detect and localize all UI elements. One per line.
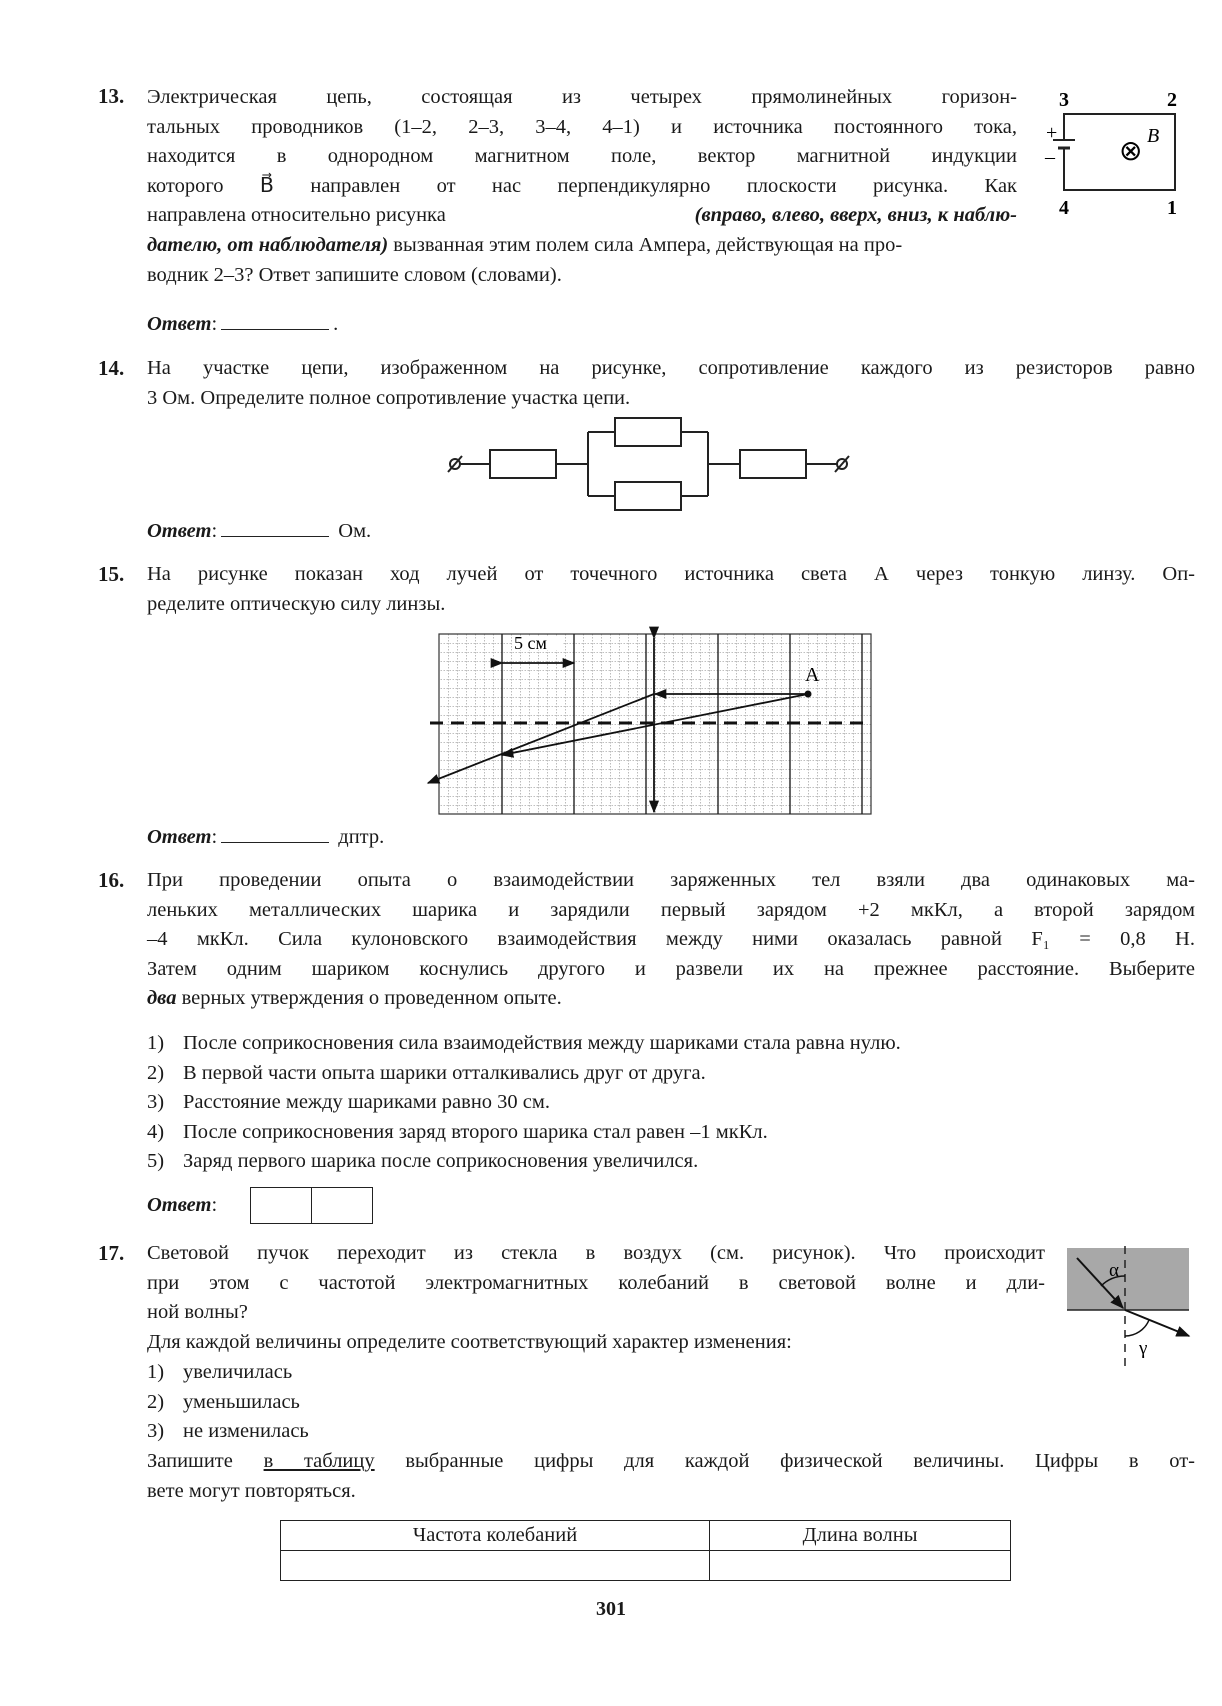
q14-resistor-circuit — [440, 412, 860, 512]
table-header-row — [281, 1521, 1011, 1551]
q13-line-5-text: направлена относительно рисунка — [147, 204, 446, 227]
q13-answer-suffix: . — [333, 313, 339, 335]
q13-line-5 — [147, 201, 1017, 231]
q16-line-4: Затем одним шариком коснулись другого и развели их на прежнее расстояние. Выберите — [147, 957, 1195, 980]
q17-refraction-figure — [1065, 1244, 1195, 1374]
q17-line-3: ной волны? — [147, 1301, 248, 1324]
battery-minus-label: – — [1045, 146, 1055, 168]
q16-line-5-bold: два — [147, 987, 177, 1010]
q13-line-2: тальных проводников (1–2, 2–3, 3–4, 4–1) и источника постоянного тока, — [147, 115, 1017, 138]
q16-line-3: –4 мкКл. Сила кулоновского взаимодействия между ними оказалась равной F₁ = 0,8 Н. — [147, 928, 1195, 951]
q17-line-4: Для каждой величины определите соответствующий характер изменения: — [147, 1330, 792, 1353]
q16-option-2: 2) В первой части опыта шарики отталкивались друг от друга. — [147, 1061, 706, 1084]
q16-line-1: При проведении опыта о взаимодействии заряженных тел взяли два одинаковых ма- — [147, 869, 1195, 891]
q16-option-1: 1) После соприкосновения сила взаимодействия между шариками стала равна нулю. — [147, 1032, 901, 1054]
q15-line-2: ределите оптическую силу линзы. — [147, 592, 446, 615]
q17-options-list — [147, 1358, 309, 1447]
q16-answer-cell-2[interactable] — [311, 1187, 373, 1224]
q17-option-2: 2) уменьшилась — [147, 1390, 300, 1413]
q16-line-5-rest: верных утверждения о проведенном опыте. — [176, 987, 562, 1010]
q17-option-3: 3) не изменилась — [147, 1420, 309, 1443]
q13-corner-3-label: 3 — [1059, 89, 1069, 111]
q14-line-1: На участке цепи, изображенном на рисунке, сопротивление каждого из резисторов равно — [147, 357, 1195, 379]
q15-line-1: На рисунке показан ход лучей от точечного источника света А через тонкую линзу. Оп- — [147, 563, 1195, 585]
q16-line-2: леньких металлических шарика и зарядили первый зарядом +2 мкКл, а второй зарядом — [147, 898, 1195, 921]
resistor-2 — [615, 418, 681, 446]
question-15-number: 15. — [98, 562, 125, 586]
q14-answer-label: Ответ — [147, 520, 212, 542]
scale-label: 5 см — [514, 633, 547, 653]
refracted-ray — [1125, 1310, 1189, 1336]
q17-instructions — [147, 1447, 1195, 1506]
q13-corner-2-label: 2 — [1167, 89, 1177, 111]
q15-answer-label: Ответ — [147, 826, 212, 848]
q16-option-4: 4) После соприкосновения заряд второго шарика стал равен –1 мкКл. — [147, 1120, 768, 1143]
q15-answer-blank[interactable] — [221, 841, 329, 843]
q13-line-3: находится в однородном магнитном поле, вектор магнитной индукции — [147, 145, 1017, 168]
q17-line-2: при этом с частотой электромагнитных колебаний в световой волне и дли- — [147, 1271, 1045, 1294]
question-14-text — [147, 354, 1195, 413]
q13-line-7: водник 2–3? Ответ запишите словом (словами). — [147, 263, 562, 286]
q13-answer-label: Ответ — [147, 313, 212, 335]
q16-answer-label: Ответ — [147, 1194, 212, 1216]
q13-options-part-1: (вправо, влево, вверх, вниз, к наблю- — [694, 204, 1017, 227]
page-number: 301 — [596, 1598, 626, 1620]
q17-answer-table — [280, 1520, 1011, 1581]
question-16-text — [147, 866, 1195, 1014]
q14-answer-unit: Ом. — [338, 520, 372, 542]
header-wavelength: Длина волны — [710, 1521, 1011, 1551]
q13-line-4: которого B⃗ направлен от нас перпендикулярно плоскости рисунка. Как — [147, 174, 1017, 197]
q17-instr-line-1: Запишите в таблицу выбранные цифры для каждой физической величины. Цифры в от- — [147, 1450, 1195, 1472]
resistor-1 — [490, 450, 556, 478]
question-14-number: 14. — [98, 356, 125, 380]
point-a-label: A — [805, 664, 820, 686]
q13-line-1: Электрическая цепь, состоящая из четырех прямолинейных горизон- — [147, 86, 1017, 108]
q16-answer: Ответ: — [147, 1194, 218, 1216]
q13-line-6-rest: вызванная этим полем сила Ампера, действующая на про- — [388, 234, 903, 256]
answer-frequency-cell[interactable] — [281, 1551, 710, 1581]
header-frequency: Частота колебаний — [281, 1521, 710, 1551]
question-15-text — [147, 560, 1195, 619]
q16-option-3: 3) Расстояние между шариками равно 30 см. — [147, 1091, 550, 1114]
question-13-text — [147, 83, 1017, 231]
question-17-number: 17. — [98, 1241, 125, 1265]
question-16-number: 16. — [98, 868, 125, 892]
q14-answer: Ответ: Ом. — [147, 520, 372, 542]
question-13-text-cont — [147, 231, 1195, 290]
answer-wavelength-cell[interactable] — [710, 1551, 1011, 1581]
q16-line-5 — [147, 984, 1195, 1014]
q16-answer-cell-1[interactable] — [250, 1187, 312, 1224]
table-answer-row — [281, 1551, 1011, 1581]
question-17-text — [147, 1239, 1045, 1357]
q16-options-list — [147, 1029, 901, 1177]
q17-instr-line-2: вете могут повторяться. — [147, 1479, 356, 1502]
q14-line-2: 3 Ом. Определите полное сопротивление участка цепи. — [147, 386, 631, 409]
magnetic-field-into-page-icon: ⊗ — [1119, 134, 1143, 167]
q13-options-part-2: дателю, от наблюдателя) — [147, 234, 389, 256]
q13-answer: Ответ: . — [147, 313, 339, 335]
resistor-3 — [615, 482, 681, 510]
q15-answer: Ответ: дптр. — [147, 826, 385, 848]
angle-alpha-label: α — [1109, 1260, 1119, 1281]
angle-gamma-arc — [1125, 1320, 1149, 1336]
field-vector-b-label: B⃗ — [1147, 125, 1175, 147]
q13-corner-1-label: 1 — [1167, 197, 1177, 219]
battery-plus-label: + — [1046, 122, 1058, 144]
q17-option-1: 1) увеличилась — [147, 1361, 293, 1383]
angle-gamma-label: γ — [1139, 1338, 1148, 1359]
q13-corner-4-label: 4 — [1059, 197, 1069, 219]
q17-line-1: Световой пучок переходит из стекла в воздух (см. рисунок). Что происходит — [147, 1242, 1045, 1264]
question-13-number: 13. — [98, 84, 125, 108]
q13-answer-blank[interactable] — [221, 328, 329, 330]
q15-answer-unit: дптр. — [338, 826, 385, 848]
q13-circuit-figure — [1035, 84, 1185, 220]
glass-region — [1067, 1248, 1189, 1310]
q15-lens-ray-diagram — [420, 626, 875, 822]
resistor-4 — [740, 450, 806, 478]
q14-answer-blank[interactable] — [221, 535, 329, 537]
q16-option-5: 5) Заряд первого шарика после соприкосновения увеличился. — [147, 1150, 699, 1173]
q13-line-6 — [147, 231, 1195, 261]
